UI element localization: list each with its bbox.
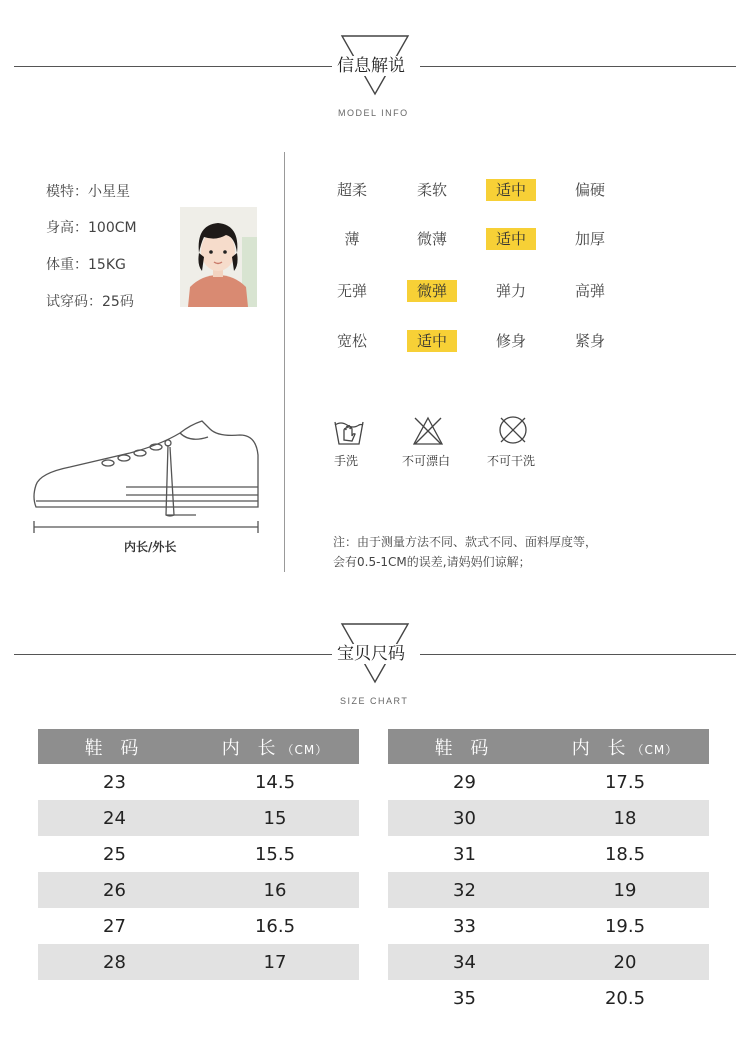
info-header-line-left — [14, 66, 332, 67]
cell-inner-length: 18 — [613, 807, 637, 829]
cell-shoe-size: 24 — [103, 807, 126, 829]
hand-wash-icon — [333, 416, 365, 446]
attribute-option: 薄 — [344, 230, 360, 248]
info-header-line-right — [420, 66, 736, 67]
cell-inner-length: 20 — [613, 951, 637, 973]
info-section-title: 信息解说 — [337, 56, 405, 76]
attribute-option-selected: 适中 — [486, 179, 536, 201]
cell-inner-length: 15 — [263, 807, 287, 829]
care-label-no-bleach: 不可漂白 — [402, 454, 451, 468]
size-table-left — [38, 729, 359, 980]
model-photo — [180, 207, 257, 307]
attribute-option: 紧身 — [574, 332, 605, 350]
model-trial-size: 试穿码：25码 — [46, 294, 134, 310]
cell-inner-length: 16 — [263, 879, 287, 901]
table-row — [38, 944, 359, 980]
cell-shoe-size: 29 — [453, 771, 476, 793]
attribute-option: 加厚 — [574, 230, 605, 248]
cell-inner-length: 14.5 — [254, 771, 296, 793]
care-label-no-dry-clean: 不可干洗 — [487, 454, 536, 468]
table-row — [388, 980, 709, 1016]
header-shoe-size: 鞋 码 — [84, 737, 145, 759]
size-section-title: 宝贝尺码 — [337, 644, 405, 664]
attribute-option-selected: 微弹 — [407, 280, 457, 302]
table-row — [38, 872, 359, 908]
cell-inner-length: 19 — [613, 879, 637, 901]
cell-inner-length: 18.5 — [604, 843, 646, 865]
no-dry-clean-icon — [497, 414, 529, 446]
table-row — [388, 836, 709, 872]
cell-shoe-size: 25 — [103, 843, 126, 865]
model-weight: 体重：15KG — [46, 257, 126, 273]
cell-inner-length: 17 — [263, 951, 287, 973]
size-table-header — [388, 729, 709, 764]
attribute-option: 弹力 — [495, 282, 526, 300]
header-inner-length: 内 长（CM） — [221, 737, 329, 759]
table-row — [38, 836, 359, 872]
cell-shoe-size: 31 — [453, 843, 476, 865]
cell-shoe-size: 26 — [103, 879, 126, 901]
cell-shoe-size: 32 — [453, 879, 476, 901]
size-table-header — [38, 729, 359, 764]
no-bleach-icon — [412, 416, 444, 446]
cell-inner-length: 20.5 — [604, 987, 646, 1009]
size-header-line-left — [14, 654, 332, 655]
cell-shoe-size: 30 — [453, 807, 476, 829]
cell-inner-length: 19.5 — [604, 915, 646, 937]
attribute-option-selected: 适中 — [407, 330, 457, 352]
size-section-subtitle: SIZE CHART — [340, 696, 409, 706]
attribute-option: 宽松 — [336, 332, 367, 350]
table-row — [388, 872, 709, 908]
attribute-option: 无弹 — [336, 282, 367, 300]
table-row — [38, 908, 359, 944]
attribute-option: 高弹 — [574, 282, 605, 300]
cell-inner-length: 15.5 — [254, 843, 296, 865]
size-table-body — [388, 764, 709, 1016]
header-inner-length: 内 长（CM） — [571, 737, 679, 759]
attribute-option: 柔软 — [416, 181, 447, 199]
table-row — [388, 944, 709, 980]
cell-shoe-size: 28 — [103, 951, 126, 973]
table-row — [388, 800, 709, 836]
table-row — [388, 764, 709, 800]
measurement-note-line-1: 注：由于测量方法不同、款式不同、面料厚度等， — [333, 535, 598, 549]
cell-shoe-size: 34 — [453, 951, 476, 973]
info-section-subtitle: MODEL INFO — [338, 108, 409, 118]
header-shoe-size: 鞋 码 — [434, 737, 495, 759]
care-label-hand-wash: 手洗 — [334, 454, 359, 468]
table-row — [388, 908, 709, 944]
attribute-option: 偏硬 — [574, 181, 605, 199]
attribute-option: 修身 — [495, 332, 526, 350]
cell-inner-length: 16.5 — [254, 915, 296, 937]
table-row — [38, 800, 359, 836]
cell-shoe-size: 27 — [103, 915, 126, 937]
cell-shoe-size: 23 — [103, 771, 126, 793]
size-table-body — [38, 764, 359, 980]
model-name: 模特：小星星 — [46, 184, 130, 200]
shoe-outline-icon — [30, 415, 262, 535]
attribute-option: 微薄 — [416, 230, 447, 248]
attribute-option: 超柔 — [336, 181, 367, 199]
vertical-divider — [284, 152, 285, 572]
shoe-diagram-label: 内长/外长 — [124, 540, 177, 554]
measurement-note-line-2: 会有0.5-1CM的误差,请妈妈们谅解； — [333, 555, 531, 569]
attribute-option-selected: 适中 — [486, 228, 536, 250]
cell-shoe-size: 35 — [453, 987, 476, 1009]
model-height: 身高：100CM — [46, 220, 137, 236]
size-table-right — [388, 729, 709, 1016]
cell-shoe-size: 33 — [453, 915, 476, 937]
table-row — [38, 764, 359, 800]
cell-inner-length: 17.5 — [604, 771, 646, 793]
size-header-line-right — [420, 654, 736, 655]
